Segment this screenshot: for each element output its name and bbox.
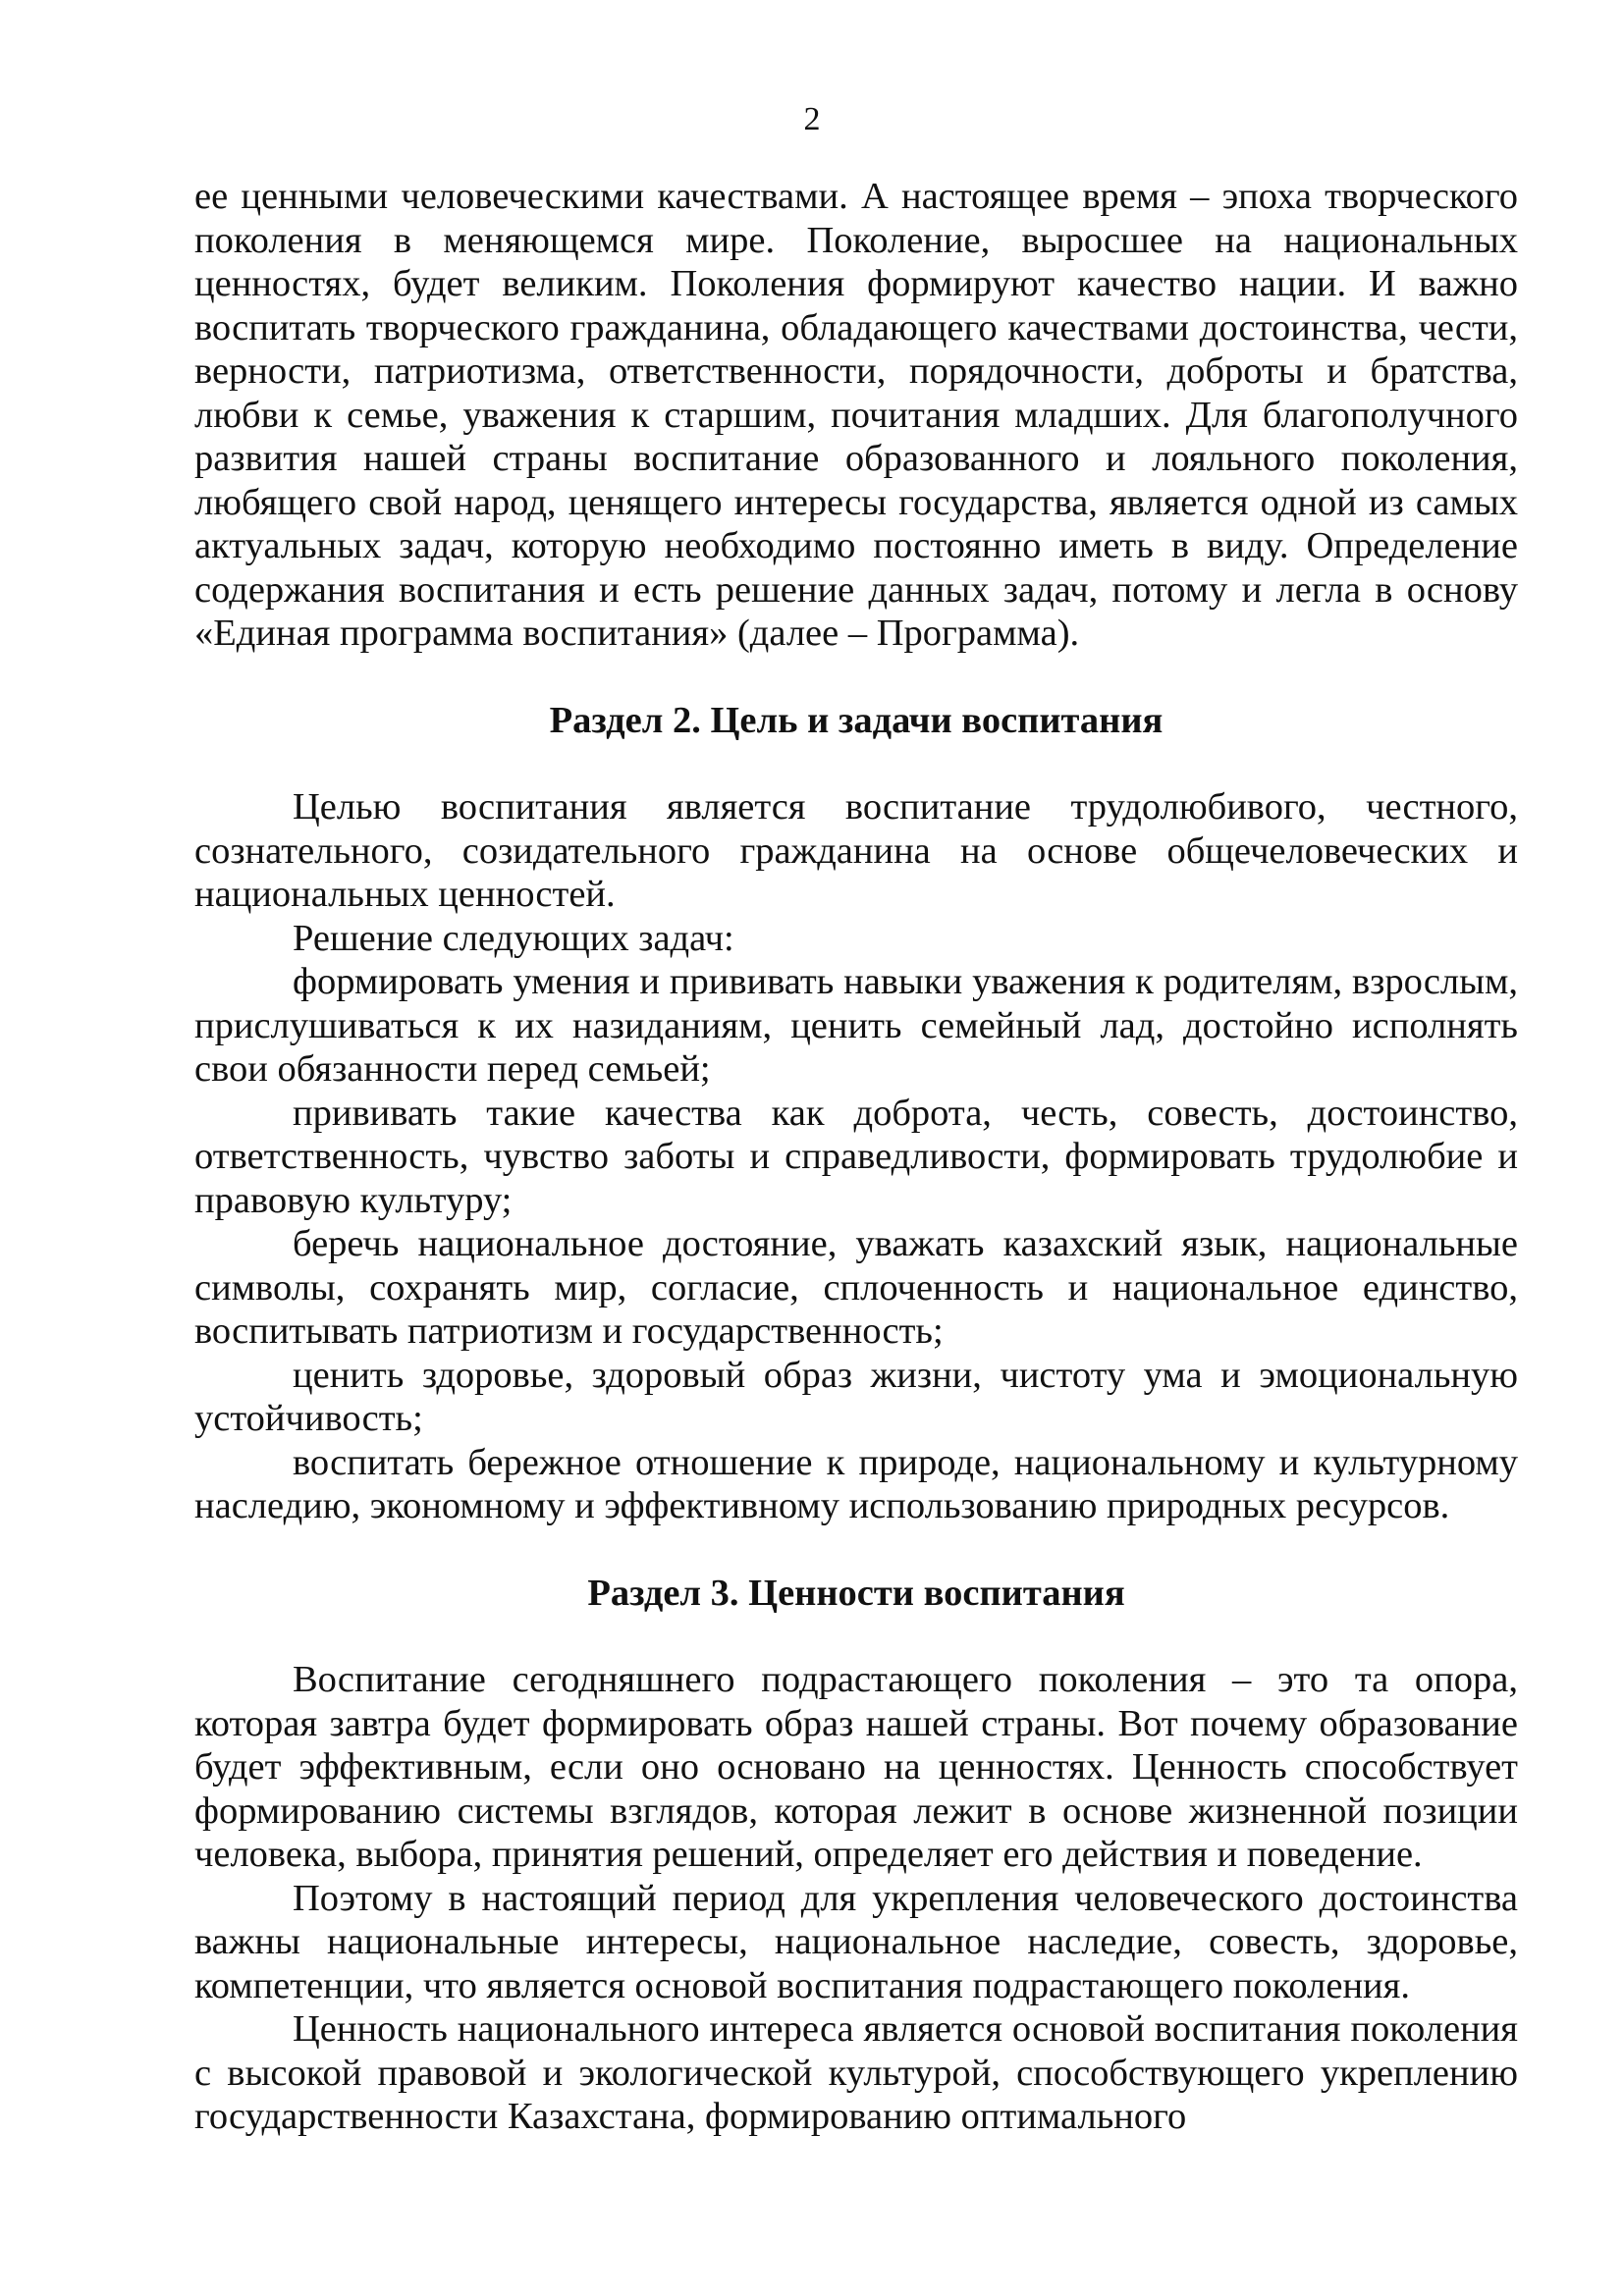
section-2-heading: Раздел 2. Цель и задачи воспитания <box>549 699 1164 741</box>
section-3-heading: Раздел 3. Ценности воспитания <box>587 1572 1125 1614</box>
section-2-tasks-intro: Решение следующих задач: <box>293 917 734 959</box>
document-body <box>194 175 1518 2139</box>
section-2-goal-paragraph: Целью воспитания является воспитание трудолюбивого, честного, сознательного, созидательного гражданина на основе общечеловеческих и национальных ценностей. <box>194 786 1518 915</box>
section-3-paragraph: Воспитание сегодняшнего подрастающего поколения – это та опора, которая завтра будет формировать образ нашей страны. Вот почему образование будет эффективным, если оно основано на ценностях. Ценность способствует формированию системы взглядов, которая лежит в основе жизненной позиции человека, выбора, принятия решений, определяет его действия и поведение. <box>194 1659 1518 1875</box>
page-number: 2 <box>803 101 821 137</box>
section-3-paragraph: Поэтому в настоящий период для укрепления человеческого достоинства важны национальные интересы, национальное наследие, совесть, здоровье, компетенции, что является основой воспитания подрастающего поколения. <box>194 1877 1518 2006</box>
section-2-task-item: ценить здоровье, здоровый образ жизни, чистоту ума и эмоциональную устойчивость; <box>194 1354 1518 1439</box>
section-2-task-item: прививать такие качества как доброта, честь, совесть, достоинство, ответственность, чувство заботы и справедливости, формировать трудолюбие и правовую культуру; <box>194 1092 1518 1221</box>
section-2-task-item: воспитать бережное отношение к природе, национальному и культурному наследию, экономному и эффективному использованию природных ресурсов. <box>194 1441 1518 1526</box>
section-2-task-item: беречь национальное достояние, уважать казахский язык, национальные символы, сохранять мир, согласие, сплоченность и национальное единство, воспитывать патриотизм и государственность; <box>194 1223 1518 1352</box>
section-3-paragraph: Ценность национального интереса является основой воспитания поколения с высокой правовой и экологической культурой, способствующего укреплению государственности Казахстана, формированию оптимального <box>194 2008 1518 2137</box>
section-2-task-item: формировать умения и прививать навыки уважения к родителям, взрослым, прислушиваться к их назиданиям, ценить семейный лад, достойно исполнять свои обязанности перед семьей; <box>194 961 1518 1090</box>
intro-paragraph: ее ценными человеческими качествами. А настоящее время – эпоха творческого поколения в меняющемся мире. Поколение, выросшее на национальных ценностях, будет великим. Поколения формируют качество нации. И важно воспитать творческого гражданина, обладающего качествами достоинства, чести, верности, патриотизма, ответственности, порядочности, доброты и братства, любви к семье, уважения к старшим, почитания младших. Для благополучного развития нашей страны воспитание образованного и лояльного поколения, любящего свой народ, ценящего интересы государства, является одной из самых актуальных задач, которую необходимо постоянно иметь в виду. Определение содержания воспитания и есть решение данных задач, потому и легла в основу «Единая программа воспитания» (далее – Программа). <box>194 176 1518 654</box>
